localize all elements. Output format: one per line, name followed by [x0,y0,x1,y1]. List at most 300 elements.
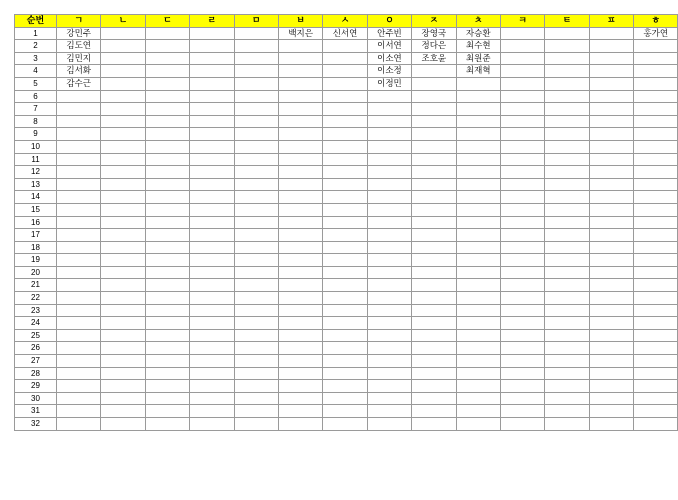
name-cell[interactable] [589,153,633,166]
name-cell[interactable] [367,128,411,141]
name-cell[interactable] [101,367,145,380]
name-cell[interactable] [412,380,456,393]
row-index-cell[interactable]: 23 [15,304,57,317]
name-cell[interactable] [589,329,633,342]
name-cell[interactable] [634,418,678,431]
name-cell[interactable] [234,115,278,128]
name-cell[interactable] [634,65,678,78]
name-cell[interactable] [500,342,544,355]
name-cell[interactable] [234,292,278,305]
name-cell[interactable] [412,304,456,317]
name-cell[interactable] [190,392,234,405]
name-cell[interactable] [278,140,322,153]
name-cell[interactable] [101,216,145,229]
name-cell[interactable] [278,292,322,305]
name-cell[interactable] [456,103,500,116]
name-cell[interactable] [101,405,145,418]
name-cell[interactable] [412,128,456,141]
name-cell[interactable] [101,40,145,53]
name-cell[interactable] [234,355,278,368]
name-cell[interactable] [145,65,189,78]
name-cell[interactable] [234,153,278,166]
name-cell[interactable] [190,40,234,53]
name-cell[interactable] [500,380,544,393]
name-cell[interactable] [323,241,367,254]
name-cell[interactable] [101,77,145,90]
name-cell[interactable] [145,77,189,90]
name-cell[interactable] [456,355,500,368]
name-cell[interactable] [145,90,189,103]
name-cell[interactable]: 김서화 [57,65,101,78]
name-cell[interactable] [589,380,633,393]
name-cell[interactable] [634,216,678,229]
name-cell[interactable] [57,178,101,191]
name-cell[interactable] [57,342,101,355]
name-cell[interactable] [500,254,544,267]
name-cell[interactable] [456,166,500,179]
name-cell[interactable] [190,178,234,191]
column-header-consonant[interactable]: ㅁ [234,15,278,28]
name-cell[interactable] [589,304,633,317]
name-cell[interactable] [145,103,189,116]
name-cell[interactable] [145,115,189,128]
row-index-cell[interactable]: 18 [15,241,57,254]
name-cell[interactable] [545,342,589,355]
name-cell[interactable] [589,65,633,78]
column-header-consonant[interactable]: ㅈ [412,15,456,28]
name-cell[interactable] [589,128,633,141]
name-cell[interactable] [545,115,589,128]
name-cell[interactable] [545,392,589,405]
name-cell[interactable] [278,128,322,141]
name-cell[interactable] [545,178,589,191]
name-cell[interactable] [412,77,456,90]
name-cell[interactable] [589,405,633,418]
name-cell[interactable] [190,254,234,267]
name-cell[interactable]: 최원준 [456,52,500,65]
name-cell[interactable] [145,27,189,40]
name-cell[interactable] [500,216,544,229]
name-cell[interactable] [323,115,367,128]
name-cell[interactable] [234,329,278,342]
name-cell[interactable] [190,241,234,254]
name-cell[interactable] [278,216,322,229]
name-cell[interactable] [634,367,678,380]
name-cell[interactable] [101,279,145,292]
name-cell[interactable] [323,418,367,431]
name-cell[interactable] [145,178,189,191]
name-cell[interactable] [145,392,189,405]
name-cell[interactable] [500,128,544,141]
row-index-cell[interactable]: 13 [15,178,57,191]
name-cell[interactable] [456,115,500,128]
name-cell[interactable] [101,166,145,179]
name-cell[interactable] [278,229,322,242]
name-cell[interactable] [234,254,278,267]
name-cell[interactable] [323,77,367,90]
name-cell[interactable] [57,279,101,292]
name-cell[interactable] [323,254,367,267]
name-cell[interactable] [323,367,367,380]
name-cell[interactable]: 장영국 [412,27,456,40]
name-cell[interactable] [500,266,544,279]
name-cell[interactable] [456,367,500,380]
name-cell[interactable] [145,418,189,431]
name-cell[interactable] [145,254,189,267]
name-cell[interactable] [367,405,411,418]
name-cell[interactable] [190,279,234,292]
name-cell[interactable] [545,241,589,254]
name-cell[interactable] [190,380,234,393]
name-cell[interactable]: 감수근 [57,77,101,90]
name-cell[interactable] [190,266,234,279]
name-cell[interactable] [278,191,322,204]
name-cell[interactable] [323,405,367,418]
name-cell[interactable] [190,329,234,342]
name-cell[interactable] [234,405,278,418]
name-cell[interactable] [589,115,633,128]
column-header-consonant[interactable]: ㅌ [545,15,589,28]
name-cell[interactable] [101,229,145,242]
row-index-cell[interactable]: 15 [15,203,57,216]
name-cell[interactable] [278,355,322,368]
name-cell[interactable] [57,140,101,153]
name-cell[interactable] [145,191,189,204]
name-cell[interactable] [323,203,367,216]
column-header-consonant[interactable]: ㅋ [500,15,544,28]
column-header-consonant[interactable]: ㅊ [456,15,500,28]
name-cell[interactable] [323,355,367,368]
name-cell[interactable] [634,77,678,90]
name-cell[interactable] [500,27,544,40]
name-cell[interactable] [145,216,189,229]
name-cell[interactable] [500,191,544,204]
name-cell[interactable]: 이소정 [367,65,411,78]
column-header-consonant[interactable]: ㅂ [278,15,322,28]
name-cell[interactable] [278,241,322,254]
name-cell[interactable] [500,115,544,128]
name-cell[interactable] [500,52,544,65]
name-cell[interactable] [500,90,544,103]
name-cell[interactable] [545,266,589,279]
name-cell[interactable] [145,367,189,380]
name-cell[interactable] [634,115,678,128]
name-cell[interactable] [412,317,456,330]
name-cell[interactable] [634,229,678,242]
name-cell[interactable] [545,279,589,292]
name-cell[interactable] [145,304,189,317]
name-cell[interactable] [101,128,145,141]
name-cell[interactable]: 최수현 [456,40,500,53]
name-cell[interactable] [412,367,456,380]
name-cell[interactable] [589,266,633,279]
row-index-cell[interactable]: 4 [15,65,57,78]
name-cell[interactable] [367,166,411,179]
name-cell[interactable] [101,266,145,279]
name-cell[interactable] [412,90,456,103]
name-cell[interactable] [101,52,145,65]
column-header-consonant[interactable]: ㄱ [57,15,101,28]
name-cell[interactable] [234,304,278,317]
column-header-consonant[interactable]: ㄴ [101,15,145,28]
name-cell[interactable] [101,329,145,342]
name-cell[interactable] [234,65,278,78]
name-cell[interactable] [589,166,633,179]
name-cell[interactable] [234,367,278,380]
name-cell[interactable] [101,90,145,103]
name-cell[interactable] [367,292,411,305]
name-cell[interactable] [190,342,234,355]
name-cell[interactable] [190,304,234,317]
name-cell[interactable] [634,254,678,267]
name-cell[interactable] [456,405,500,418]
name-cell[interactable] [323,140,367,153]
name-cell[interactable] [412,292,456,305]
name-cell[interactable] [278,77,322,90]
row-index-cell[interactable]: 30 [15,392,57,405]
name-cell[interactable] [57,292,101,305]
name-cell[interactable] [367,254,411,267]
name-cell[interactable] [323,392,367,405]
name-cell[interactable] [589,203,633,216]
name-cell[interactable] [323,153,367,166]
name-cell[interactable] [412,103,456,116]
name-cell[interactable] [101,103,145,116]
name-cell[interactable] [456,140,500,153]
name-cell[interactable] [545,254,589,267]
row-index-cell[interactable]: 21 [15,279,57,292]
name-cell[interactable] [278,367,322,380]
name-cell[interactable]: 조호윤 [412,52,456,65]
name-cell[interactable] [545,27,589,40]
name-cell[interactable] [545,405,589,418]
name-cell[interactable] [323,90,367,103]
name-cell[interactable] [190,216,234,229]
name-cell[interactable] [323,279,367,292]
name-cell[interactable] [234,166,278,179]
name-cell[interactable] [101,191,145,204]
name-cell[interactable]: 안주빈 [367,27,411,40]
name-cell[interactable] [367,380,411,393]
name-cell[interactable] [589,178,633,191]
name-cell[interactable] [412,405,456,418]
name-cell[interactable] [145,317,189,330]
name-cell[interactable] [190,27,234,40]
name-cell[interactable] [545,317,589,330]
name-cell[interactable] [545,191,589,204]
name-cell[interactable] [145,140,189,153]
name-cell[interactable] [545,166,589,179]
name-cell[interactable] [545,153,589,166]
name-cell[interactable] [234,52,278,65]
name-cell[interactable] [634,241,678,254]
name-cell[interactable] [589,355,633,368]
name-cell[interactable] [500,77,544,90]
name-cell[interactable] [456,279,500,292]
name-cell[interactable] [545,90,589,103]
name-cell[interactable] [323,166,367,179]
name-cell[interactable] [367,392,411,405]
name-cell[interactable] [57,241,101,254]
name-cell[interactable] [545,40,589,53]
name-cell[interactable] [57,266,101,279]
row-index-cell[interactable]: 26 [15,342,57,355]
name-cell[interactable] [145,40,189,53]
name-cell[interactable] [101,65,145,78]
name-cell[interactable]: 이서연 [367,40,411,53]
name-cell[interactable] [589,392,633,405]
name-cell[interactable] [634,329,678,342]
name-cell[interactable] [278,329,322,342]
name-cell[interactable]: 이소연 [367,52,411,65]
name-cell[interactable] [190,128,234,141]
name-cell[interactable] [412,191,456,204]
name-cell[interactable] [367,216,411,229]
row-index-cell[interactable]: 3 [15,52,57,65]
name-cell[interactable] [145,52,189,65]
name-cell[interactable] [589,241,633,254]
name-cell[interactable] [145,380,189,393]
name-cell[interactable] [101,380,145,393]
name-cell[interactable] [145,166,189,179]
name-cell[interactable] [367,103,411,116]
name-cell[interactable] [101,115,145,128]
name-cell[interactable] [57,203,101,216]
name-cell[interactable] [500,279,544,292]
name-cell[interactable] [57,90,101,103]
row-index-cell[interactable]: 7 [15,103,57,116]
name-cell[interactable] [145,355,189,368]
name-cell[interactable] [589,418,633,431]
name-cell[interactable] [500,166,544,179]
name-cell[interactable] [589,140,633,153]
name-cell[interactable] [412,329,456,342]
name-cell[interactable] [145,128,189,141]
name-cell[interactable] [57,229,101,242]
column-header-consonant[interactable]: ㅎ [634,15,678,28]
name-cell[interactable] [412,392,456,405]
column-header-consonant[interactable]: ㄷ [145,15,189,28]
name-cell[interactable] [278,52,322,65]
name-cell[interactable] [456,203,500,216]
name-cell[interactable] [323,128,367,141]
name-cell[interactable] [190,229,234,242]
name-cell[interactable] [589,229,633,242]
name-cell[interactable] [278,266,322,279]
name-cell[interactable] [190,292,234,305]
name-cell[interactable] [323,266,367,279]
name-cell[interactable] [500,317,544,330]
name-cell[interactable] [500,418,544,431]
name-cell[interactable] [456,254,500,267]
name-cell[interactable] [57,317,101,330]
name-cell[interactable] [500,241,544,254]
name-cell[interactable] [500,65,544,78]
name-cell[interactable] [278,304,322,317]
name-cell[interactable] [101,392,145,405]
name-cell[interactable] [57,392,101,405]
name-cell[interactable] [456,229,500,242]
name-cell[interactable] [278,418,322,431]
name-cell[interactable] [456,191,500,204]
name-cell[interactable] [456,241,500,254]
name-cell[interactable] [278,380,322,393]
name-cell[interactable] [412,140,456,153]
name-cell[interactable] [145,153,189,166]
name-cell[interactable] [367,229,411,242]
name-cell[interactable] [500,203,544,216]
name-cell[interactable]: 최재혁 [456,65,500,78]
name-cell[interactable] [278,279,322,292]
name-cell[interactable] [145,342,189,355]
name-cell[interactable] [634,304,678,317]
name-cell[interactable]: 신서연 [323,27,367,40]
name-cell[interactable] [412,279,456,292]
name-cell[interactable] [145,266,189,279]
name-cell[interactable] [57,405,101,418]
name-cell[interactable] [634,380,678,393]
name-cell[interactable] [323,317,367,330]
name-cell[interactable]: 백지은 [278,27,322,40]
name-cell[interactable] [500,178,544,191]
name-cell[interactable] [57,380,101,393]
name-cell[interactable] [545,292,589,305]
name-cell[interactable] [367,418,411,431]
name-cell[interactable] [634,166,678,179]
name-cell[interactable] [323,65,367,78]
name-cell[interactable] [634,292,678,305]
name-cell[interactable] [589,254,633,267]
name-cell[interactable] [545,103,589,116]
name-cell[interactable]: 강민주 [57,27,101,40]
name-cell[interactable] [545,380,589,393]
name-cell[interactable] [278,405,322,418]
name-cell[interactable] [190,203,234,216]
name-cell[interactable] [456,392,500,405]
name-cell[interactable]: 김도연 [57,40,101,53]
name-cell[interactable] [412,418,456,431]
name-cell[interactable] [456,90,500,103]
name-cell[interactable] [101,292,145,305]
name-cell[interactable] [190,166,234,179]
name-cell[interactable] [190,153,234,166]
name-cell[interactable] [456,380,500,393]
name-cell[interactable] [456,128,500,141]
name-cell[interactable] [412,229,456,242]
name-cell[interactable] [234,229,278,242]
name-cell[interactable] [278,40,322,53]
name-cell[interactable] [234,128,278,141]
name-cell[interactable]: 이정민 [367,77,411,90]
name-cell[interactable] [634,279,678,292]
name-cell[interactable] [367,191,411,204]
name-cell[interactable] [456,77,500,90]
name-cell[interactable] [101,153,145,166]
name-cell[interactable] [234,317,278,330]
name-cell[interactable] [323,216,367,229]
name-cell[interactable] [589,40,633,53]
row-index-cell[interactable]: 20 [15,266,57,279]
name-cell[interactable] [101,140,145,153]
name-cell[interactable] [190,355,234,368]
name-cell[interactable] [234,178,278,191]
column-header-consonant[interactable]: ㅇ [367,15,411,28]
name-cell[interactable] [234,27,278,40]
row-index-cell[interactable]: 32 [15,418,57,431]
name-cell[interactable] [589,103,633,116]
name-cell[interactable] [278,254,322,267]
name-cell[interactable] [456,292,500,305]
